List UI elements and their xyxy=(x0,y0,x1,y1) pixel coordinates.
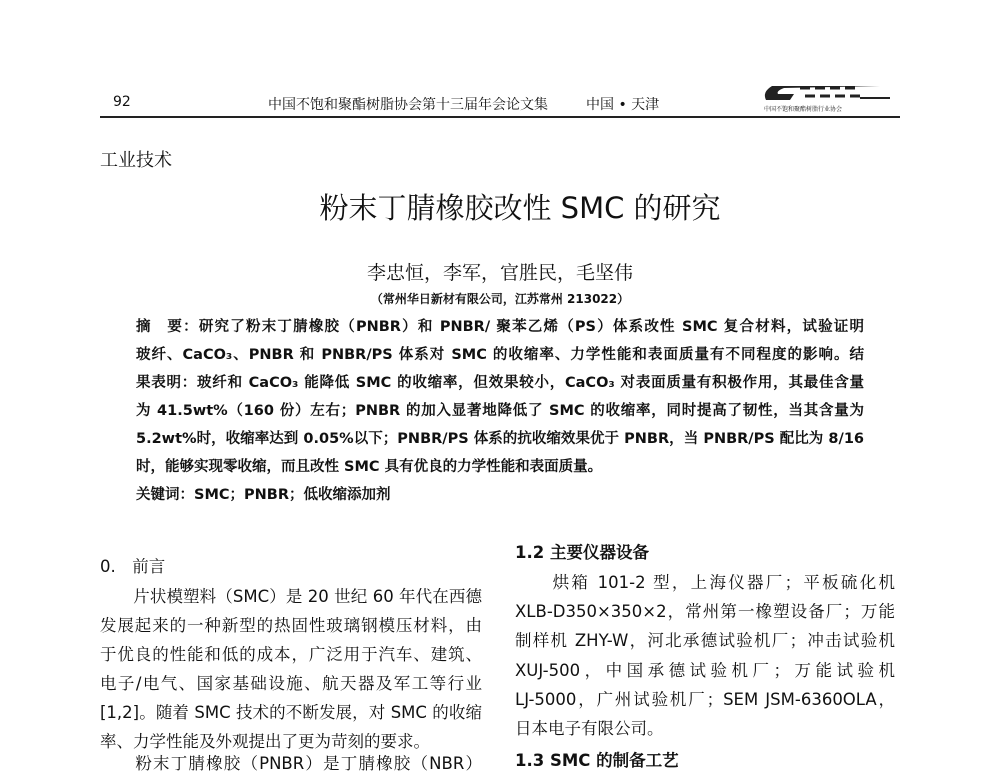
body-line: 粉末丁腈橡胶（PNBR）是丁腈橡胶（NBR） xyxy=(100,754,482,773)
body-line: 日本电子有限公司。 xyxy=(515,719,664,738)
paper-title: 粉末丁腈橡胶改性 SMC 的研究 xyxy=(319,191,721,225)
abstract-line: 果表明：玻纤和 CaCO₃ 能降低 SMC 的收缩率，但效果较小，CaCO₃ 对表面质量有积极作用，其最佳含量 xyxy=(136,375,864,391)
body-line: 发展起来的一种新型的热固性玻璃钢模压材料，由 xyxy=(100,616,482,635)
keywords: 关键词：SMC；PNBR；低收缩添加剂 xyxy=(136,487,391,503)
body-line: 制样机 ZHY-W，河北承德试验机厂；冲击试验机 xyxy=(515,631,895,650)
header-rule xyxy=(100,116,900,118)
body-line: 于优良的性能和低的成本，广泛用于汽车、建筑、 xyxy=(100,645,482,664)
body-line: XLB-D350×350×2，常州第一橡塑设备厂；万能 xyxy=(515,602,895,621)
page-number: 92 xyxy=(113,94,131,110)
location: 中国 • 天津 xyxy=(586,97,660,113)
authors: 李忠恒，李军，官胜民，毛坚伟 xyxy=(366,262,633,284)
section-heading-equipment: 1.2 主要仪器设备 xyxy=(515,543,649,562)
abstract-line: 玻纤、CaCO₃、PNBR 和 PNBR/PS 体系对 SMC 的收缩率、力学性能和表面质量有不同程度的影响。结 xyxy=(136,347,864,363)
body-line: [1,2]。随着 SMC 技术的不断发展，对 SMC 的收缩 xyxy=(100,703,482,722)
body-line: 电子/电气、国家基础设施、航天器及军工等行业 xyxy=(100,674,482,693)
section-label: 工业技术 xyxy=(100,150,172,171)
abstract-line: 5.2wt%时，收缩率达到 0.05%以下；PNBR/PS 体系的抗收缩效果优于 PNBR，当 PNBR/PS 配比为 8/16 xyxy=(136,431,864,447)
body-line: LJ-5000，广州试验机厂；SEM JSM-6360OLA， xyxy=(515,690,895,709)
abstract-line: 为 41.5wt%（160 份）左右；PNBR 的加入显著地降低了 SMC 的收缩率，同时提高了韧性，当其含量为 xyxy=(136,403,864,419)
abstract-line: 摘 要：研究了粉末丁腈橡胶（PNBR）和 PNBR/ 聚苯乙烯（PS）体系改性 SMC 复合材料，试验证明 xyxy=(136,319,864,335)
section-heading-preparation: 1.3 SMC 的制备工艺 xyxy=(515,751,679,770)
body-line: XUJ-500，中国承德试验机厂；万能试验机 xyxy=(515,661,895,680)
running-title: 中国不饱和聚酯树脂协会第十三届年会论文集 xyxy=(268,97,548,113)
affiliation: （常州华日新材有限公司，江苏常州 213022） xyxy=(370,292,630,306)
body-line: 烘箱 101-2 型，上海仪器厂；平板硫化机 xyxy=(515,573,895,592)
body-line: 片状模塑料（SMC）是 20 世纪 60 年代在西德 xyxy=(100,587,482,606)
body-line: 率、力学性能及外观提出了更为苛刻的要求。 xyxy=(100,732,430,751)
abstract-line: 时，能够实现零收缩，而且改性 SMC 具有优良的力学性能和表面质量。 xyxy=(136,459,603,475)
journal-logo xyxy=(760,82,900,114)
section-heading-intro: 0. 前言 xyxy=(100,557,166,576)
svg-text:中国不饱和聚酯树脂行业协会: 中国不饱和聚酯树脂行业协会 xyxy=(764,106,843,113)
